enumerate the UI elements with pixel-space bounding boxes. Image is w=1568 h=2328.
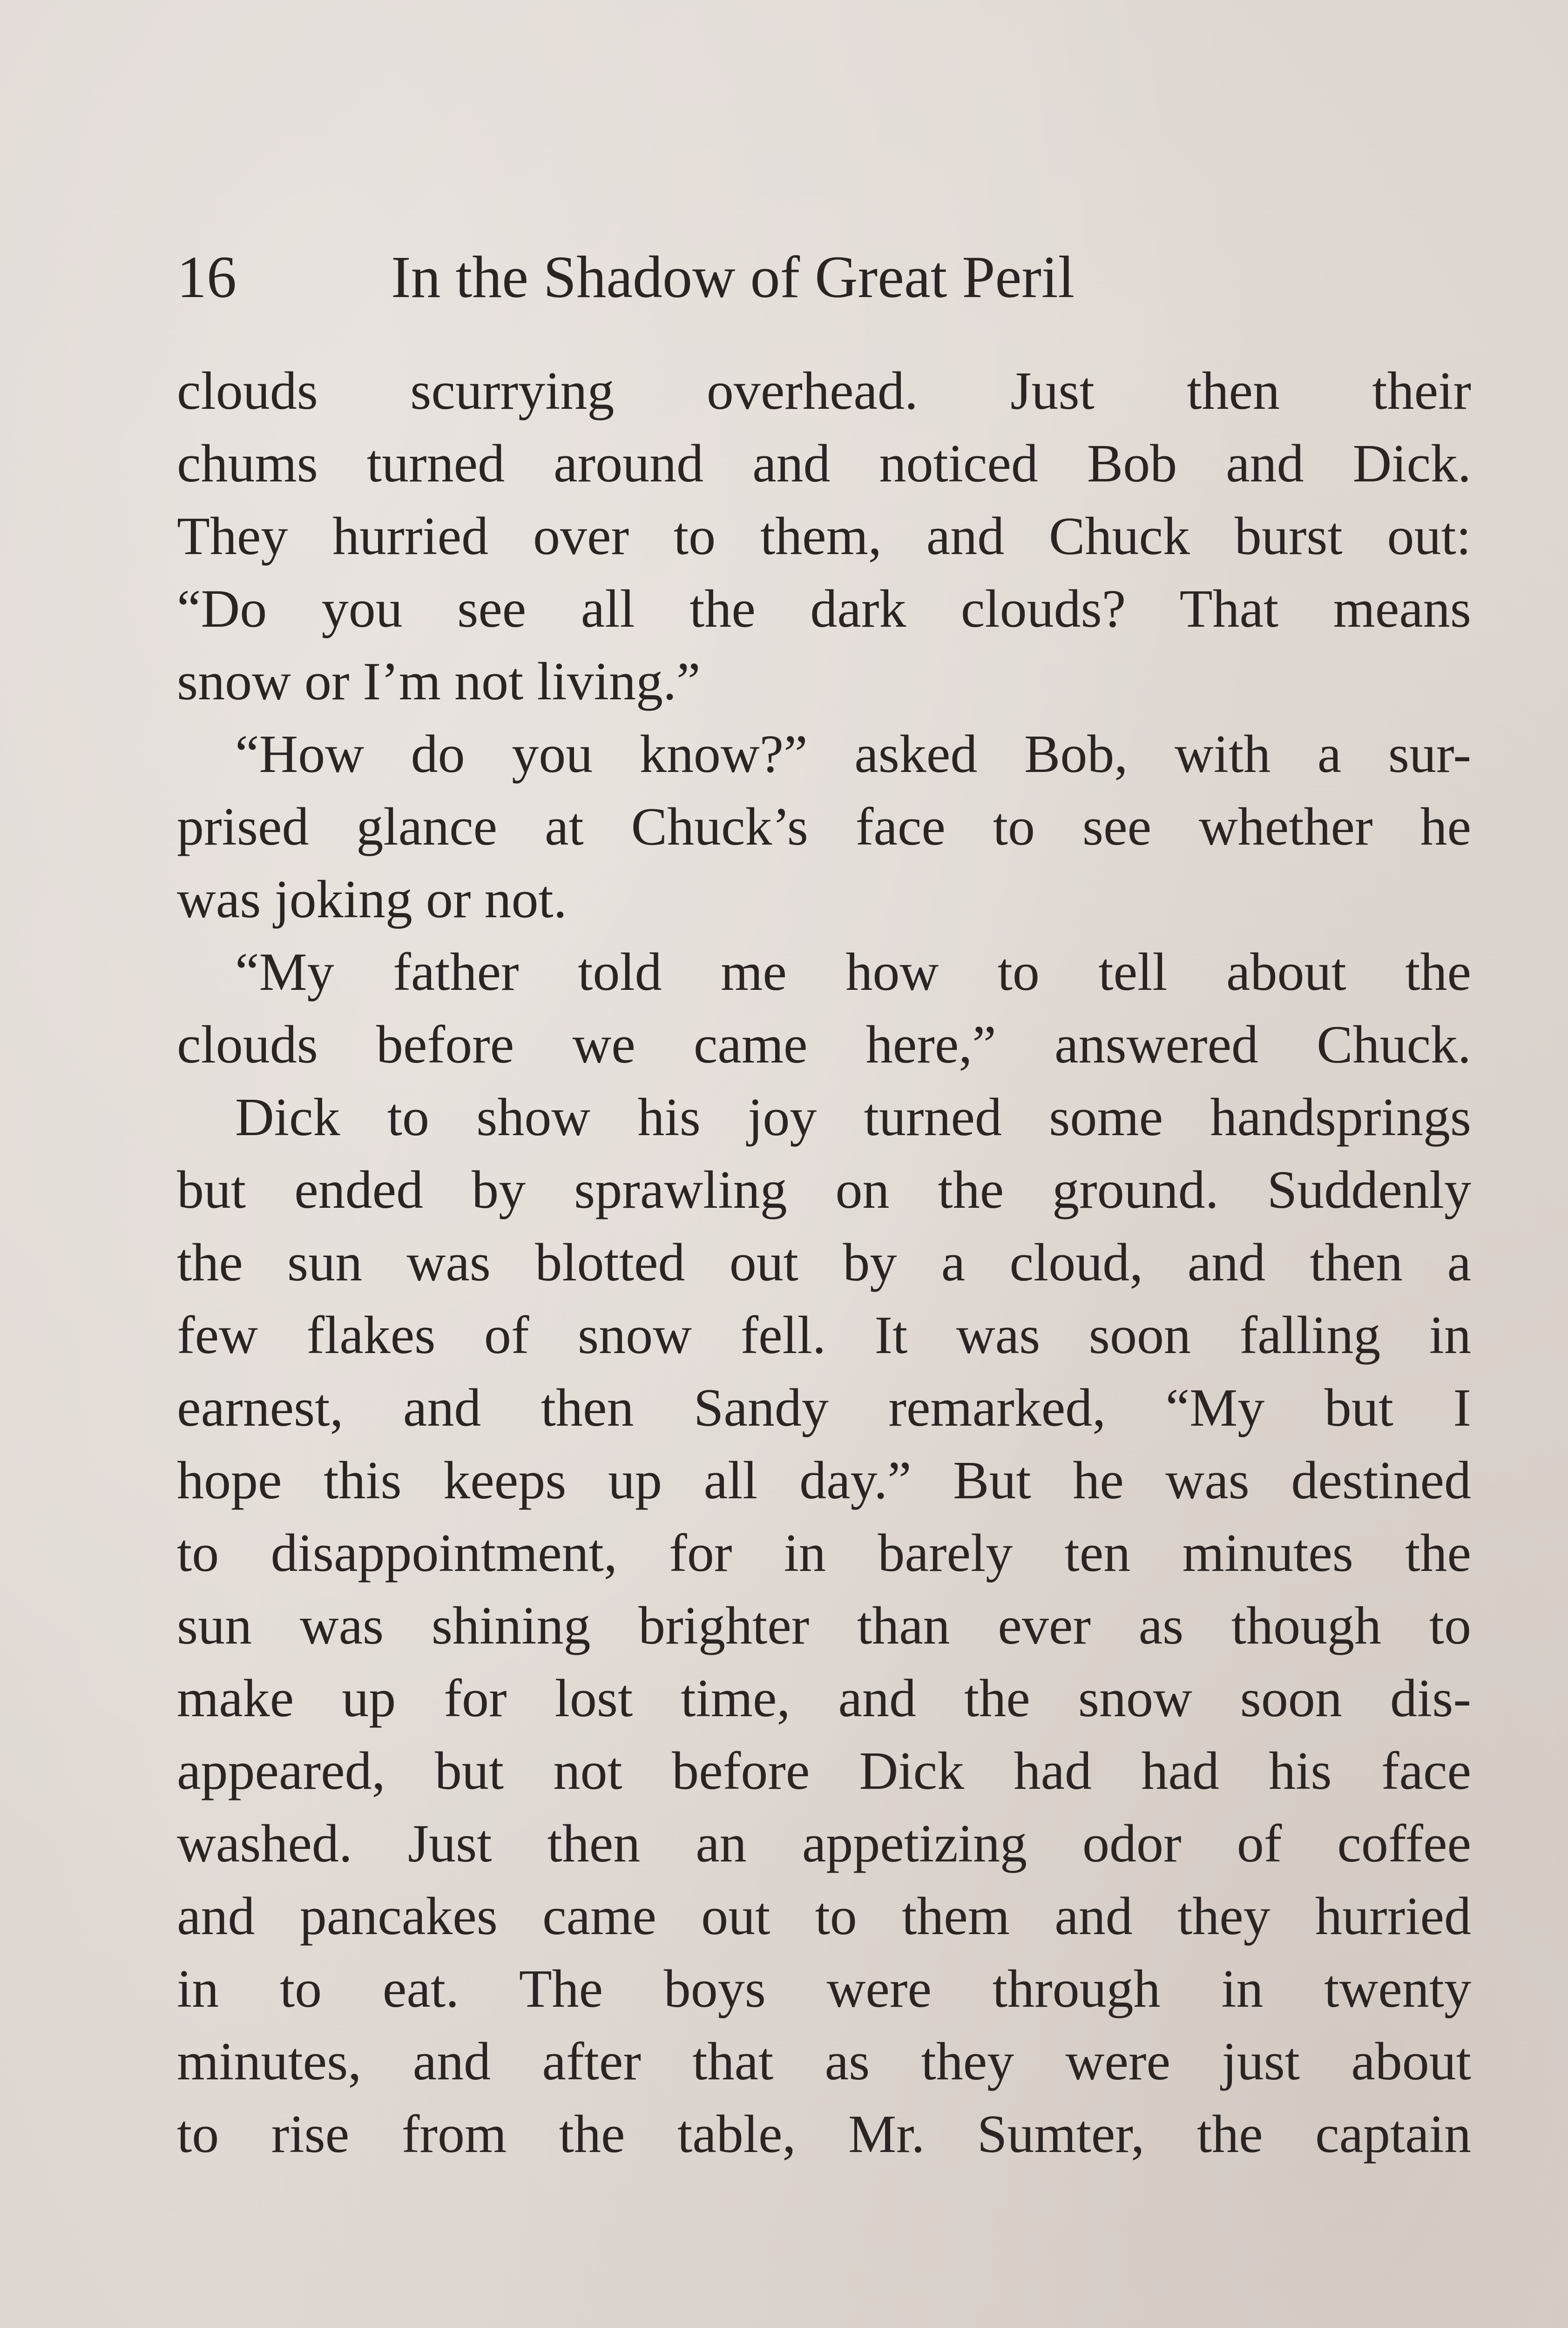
text-line: make up for lost time, and the snow soon dis- bbox=[177, 1669, 1471, 1728]
text-line: hope this keeps up all day.” But he was destined bbox=[177, 1451, 1471, 1510]
text-line: was joking or not. bbox=[177, 870, 567, 929]
running-title: In the Shadow of Great Peril bbox=[391, 244, 1075, 310]
text-line: “How do you know?” asked Bob, with a sur- bbox=[235, 724, 1471, 784]
text-line: sun was shining brighter than ever as though to bbox=[177, 1596, 1471, 1656]
text-line: “My father told me how to tell about the bbox=[235, 942, 1471, 1002]
text-line: chums turned around and noticed Bob and Dick. bbox=[177, 434, 1471, 494]
text-line: to disappointment, for in barely ten minutes the bbox=[177, 1523, 1471, 1583]
text-line: few flakes of snow fell. It was soon falling in bbox=[177, 1306, 1471, 1365]
running-head bbox=[177, 237, 1471, 317]
text-line: prised glance at Chuck’s face to see whether he bbox=[177, 797, 1471, 857]
text-line: minutes, and after that as they were just about bbox=[177, 2032, 1471, 2091]
text-line: and pancakes came out to them and they hurried bbox=[177, 1887, 1471, 1946]
text-line: to rise from the table, Mr. Sumter, the captain bbox=[177, 2105, 1471, 2164]
text-line: clouds scurrying overhead. Just then their bbox=[177, 361, 1471, 421]
text-line: appeared, but not before Dick had had his face bbox=[177, 1741, 1471, 1801]
text-line: clouds before we came here,” answered Chuck. bbox=[177, 1015, 1471, 1075]
text-line: “Do you see all the dark clouds? That means bbox=[177, 579, 1471, 639]
text-line: snow or I’m not living.” bbox=[177, 652, 701, 711]
text-line: washed. Just then an appetizing odor of coffee bbox=[177, 1814, 1471, 1874]
body-text bbox=[177, 355, 1471, 2171]
page-number: 16 bbox=[177, 244, 237, 310]
text-line: the sun was blotted out by a cloud, and then a bbox=[177, 1233, 1471, 1293]
text-line: in to eat. The boys were through in twenty bbox=[177, 1959, 1471, 2019]
text-line: Dick to show his joy turned some handsprings bbox=[235, 1088, 1471, 1147]
text-line: They hurried over to them, and Chuck burst out: bbox=[177, 507, 1471, 566]
text-line: earnest, and then Sandy remarked, “My but I bbox=[177, 1378, 1471, 1438]
text-line: but ended by sprawling on the ground. Suddenly bbox=[177, 1160, 1471, 1220]
